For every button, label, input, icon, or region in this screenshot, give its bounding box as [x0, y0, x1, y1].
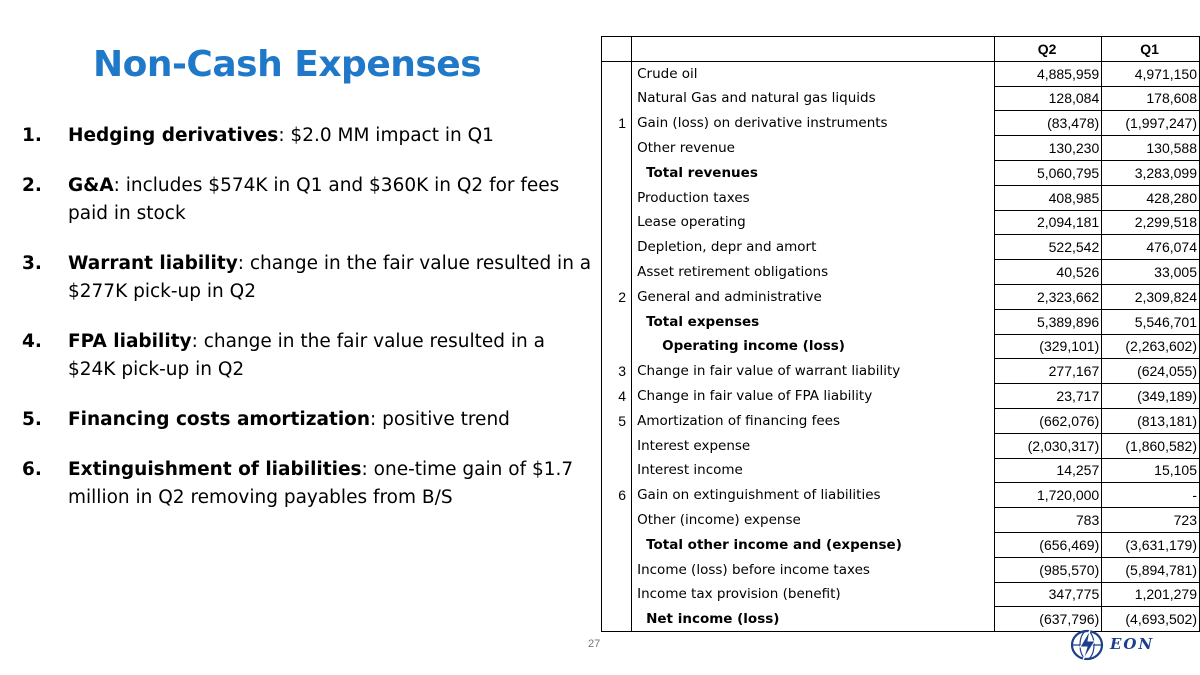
point-item: [22, 250, 592, 306]
label-cell: Income tax provision (benefit): [632, 582, 995, 607]
point-text: : includes $574K in Q1 and $360K in Q2 for fees paid in stock: [68, 175, 560, 224]
table-row: [602, 557, 1200, 582]
q1-value-cell: 476,074: [1102, 235, 1200, 260]
note-cell: [602, 235, 632, 260]
q1-value-cell: 15,105: [1102, 458, 1200, 483]
table-row: [602, 359, 1200, 384]
point-text: : change in the fair value resulted in a $277K pick-up in Q2: [68, 253, 592, 302]
q1-value-cell: 2,309,824: [1102, 284, 1200, 309]
q2-value-cell: 347,775: [995, 582, 1102, 607]
label-cell: Lease operating: [632, 210, 995, 235]
label-cell: Production taxes: [632, 185, 995, 210]
label-cell: Asset retirement obligations: [632, 260, 995, 285]
point-text: : one-time gain of $1.7 million in Q2 removing payables from B/S: [68, 459, 574, 508]
q1-value-cell: (1,860,582): [1102, 433, 1200, 458]
q1-value-cell: 723: [1102, 508, 1200, 533]
q2-value-cell: 23,717: [995, 384, 1102, 409]
q2-value-cell: 1,720,000: [995, 483, 1102, 508]
label-cell: Depletion, depr and amort: [632, 235, 995, 260]
table-row: [602, 508, 1200, 533]
label-cell: Net income (loss): [632, 607, 995, 632]
note-cell: [602, 210, 632, 235]
q1-value-cell: (2,263,602): [1102, 334, 1200, 359]
label-cell: Crude oil: [632, 61, 995, 86]
note-cell: 6: [602, 483, 632, 508]
table-row: [602, 210, 1200, 235]
point-number: 3.: [22, 253, 42, 274]
label-cell: Amortization of financing fees: [632, 408, 995, 433]
points-list: [22, 122, 592, 534]
point-item: [22, 172, 592, 228]
table-row: [602, 284, 1200, 309]
point-number: 6.: [22, 459, 42, 480]
note-cell: 2: [602, 284, 632, 309]
point-item: [22, 406, 592, 434]
table-row: [602, 136, 1200, 161]
point-item: [22, 456, 592, 512]
note-cell: [602, 532, 632, 557]
q1-value-cell: 178,608: [1102, 86, 1200, 111]
note-cell: [602, 582, 632, 607]
q1-value-cell: (1,997,247): [1102, 111, 1200, 136]
q2-value-cell: 408,985: [995, 185, 1102, 210]
point-heading: G&A: [68, 175, 114, 196]
label-cell: Operating income (loss): [632, 334, 995, 359]
note-cell: [602, 607, 632, 632]
note-cell: 5: [602, 408, 632, 433]
table-row: [602, 384, 1200, 409]
point-number: 5.: [22, 409, 42, 430]
note-cell: [602, 334, 632, 359]
table-row: [602, 582, 1200, 607]
table-row: [602, 185, 1200, 210]
label-cell: General and administrative: [632, 284, 995, 309]
q2-value-cell: 14,257: [995, 458, 1102, 483]
note-cell: 3: [602, 359, 632, 384]
label-cell: Income (loss) before income taxes: [632, 557, 995, 582]
q2-value-cell: 2,094,181: [995, 210, 1102, 235]
income-statement-table: [601, 36, 1200, 632]
label-cell: Gain (loss) on derivative instruments: [632, 111, 995, 136]
table-row: [602, 61, 1200, 86]
label-cell: Other revenue: [632, 136, 995, 161]
label-header: [632, 37, 995, 62]
q1-value-cell: 1,201,279: [1102, 582, 1200, 607]
label-cell: Interest expense: [632, 433, 995, 458]
table-row: [602, 235, 1200, 260]
q1-value-cell: (813,181): [1102, 408, 1200, 433]
point-number: 2.: [22, 175, 42, 196]
label-cell: Gain on extinguishment of liabilities: [632, 483, 995, 508]
note-cell: [602, 136, 632, 161]
point-heading: Warrant liability: [68, 253, 238, 274]
q1-value-cell: (3,631,179): [1102, 532, 1200, 557]
q2-value-cell: (985,570): [995, 557, 1102, 582]
q2-value-cell: (2,030,317): [995, 433, 1102, 458]
table-row: [602, 483, 1200, 508]
point-number: 1.: [22, 125, 42, 146]
q2-value-cell: (83,478): [995, 111, 1102, 136]
q2-value-cell: 2,323,662: [995, 284, 1102, 309]
q1-value-cell: (624,055): [1102, 359, 1200, 384]
logo-text: EON: [1110, 635, 1155, 653]
q1-value-cell: (5,894,781): [1102, 557, 1200, 582]
col-q1-header: Q1: [1102, 37, 1200, 62]
page-number: 27: [588, 638, 601, 650]
table-row: [602, 111, 1200, 136]
q1-value-cell: 130,588: [1102, 136, 1200, 161]
point-text: : change in the fair value resulted in a $24K pick-up in Q2: [68, 331, 545, 380]
q1-value-cell: 4,971,150: [1102, 61, 1200, 86]
note-cell: 1: [602, 111, 632, 136]
q2-value-cell: 4,885,959: [995, 61, 1102, 86]
q2-value-cell: 277,167: [995, 359, 1102, 384]
note-cell: [602, 86, 632, 111]
table-row: [602, 260, 1200, 285]
point-heading: Hedging derivatives: [68, 125, 279, 146]
table-row: [602, 532, 1200, 557]
point-item: [22, 122, 592, 150]
note-cell: 4: [602, 384, 632, 409]
note-cell: [602, 260, 632, 285]
note-cell: [602, 458, 632, 483]
table-row: [602, 433, 1200, 458]
table-row: [602, 86, 1200, 111]
q2-value-cell: (662,076): [995, 408, 1102, 433]
q2-value-cell: (329,101): [995, 334, 1102, 359]
q1-value-cell: 428,280: [1102, 185, 1200, 210]
point-item: [22, 328, 592, 384]
q2-value-cell: 40,526: [995, 260, 1102, 285]
label-cell: Other (income) expense: [632, 508, 995, 533]
label-cell: Natural Gas and natural gas liquids: [632, 86, 995, 111]
table-row: [602, 309, 1200, 334]
q1-value-cell: (349,189): [1102, 384, 1200, 409]
q2-value-cell: 522,542: [995, 235, 1102, 260]
note-header: [602, 37, 632, 62]
q2-value-cell: (637,796): [995, 607, 1102, 632]
q1-value-cell: 3,283,099: [1102, 160, 1200, 185]
point-heading: Financing costs amortization: [68, 409, 371, 430]
q1-value-cell: 2,299,518: [1102, 210, 1200, 235]
label-cell: Change in fair value of FPA liability: [632, 384, 995, 409]
label-cell: Total other income and (expense): [632, 532, 995, 557]
q2-value-cell: 783: [995, 508, 1102, 533]
label-cell: Total revenues: [632, 160, 995, 185]
note-cell: [602, 433, 632, 458]
q2-value-cell: 5,060,795: [995, 160, 1102, 185]
q1-value-cell: -: [1102, 483, 1200, 508]
label-cell: Interest income: [632, 458, 995, 483]
note-cell: [602, 508, 632, 533]
note-cell: [602, 557, 632, 582]
table-row: [602, 408, 1200, 433]
q1-value-cell: 33,005: [1102, 260, 1200, 285]
q2-value-cell: 128,084: [995, 86, 1102, 111]
q1-value-cell: 5,546,701: [1102, 309, 1200, 334]
q2-value-cell: 5,389,896: [995, 309, 1102, 334]
table-row: [602, 160, 1200, 185]
col-q2-header: Q2: [995, 37, 1102, 62]
point-heading: Extinguishment of liabilities: [68, 459, 362, 480]
point-number: 4.: [22, 331, 42, 352]
slide-title: Non-Cash Expenses: [93, 44, 482, 85]
q2-value-cell: (656,469): [995, 532, 1102, 557]
note-cell: [602, 61, 632, 86]
table-row: [602, 334, 1200, 359]
lightning-globe-icon: [1070, 628, 1104, 662]
q1-value-cell: (4,693,502): [1102, 607, 1200, 632]
note-cell: [602, 185, 632, 210]
eon-logo: [1070, 628, 1162, 662]
point-text: : positive trend: [370, 409, 510, 430]
point-heading: FPA liability: [68, 331, 192, 352]
table-row: [602, 458, 1200, 483]
table-header-row: [602, 37, 1200, 62]
note-cell: [602, 160, 632, 185]
label-cell: Change in fair value of warrant liability: [632, 359, 995, 384]
note-cell: [602, 309, 632, 334]
point-text: : $2.0 MM impact in Q1: [278, 125, 494, 146]
q2-value-cell: 130,230: [995, 136, 1102, 161]
label-cell: Total expenses: [632, 309, 995, 334]
